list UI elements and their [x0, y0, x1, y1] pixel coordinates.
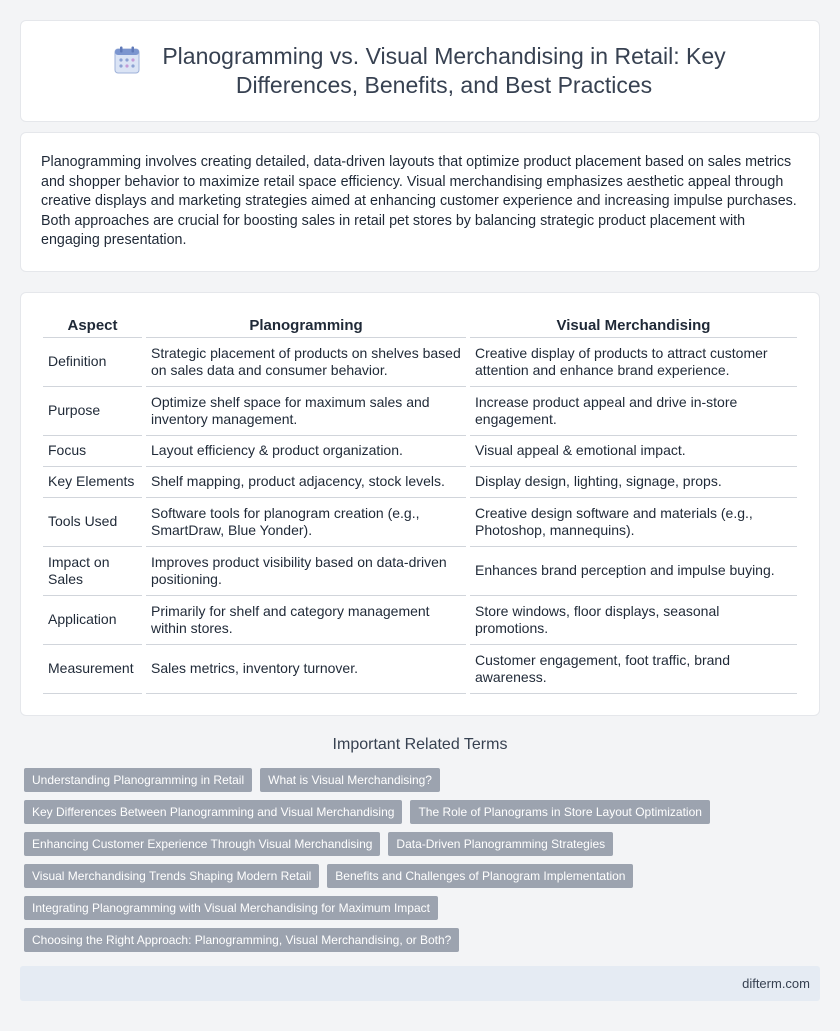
- related-term-link[interactable]: Benefits and Challenges of Planogram Implementation: [327, 864, 633, 888]
- page-title-line-2: Differences, Benefits, and Best Practices: [235, 72, 653, 98]
- tag-row: [24, 896, 814, 920]
- table-row: [43, 498, 797, 547]
- related-term-link[interactable]: The Role of Planograms in Store Layout Optimization: [410, 800, 709, 824]
- title-card: [20, 20, 820, 122]
- related-term-link[interactable]: What is Visual Merchandising?: [260, 768, 440, 792]
- cell-planogramming: Sales metrics, inventory turnover.: [146, 645, 466, 694]
- cell-aspect: Purpose: [43, 387, 142, 436]
- related-term-link[interactable]: Choosing the Right Approach: Planogramming, Visual Merchandising, or Both?: [24, 928, 459, 952]
- header-planogramming: Planogramming: [146, 315, 466, 338]
- cell-planogramming: Layout efficiency & product organization.: [146, 436, 466, 467]
- related-term-link[interactable]: Key Differences Between Planogramming and Visual Merchandising: [24, 800, 402, 824]
- cell-visual: Creative display of products to attract customer attention and enhance brand experience.: [470, 338, 797, 387]
- related-terms-title: Important Related Terms: [332, 736, 508, 753]
- page-title: [162, 42, 725, 100]
- footer: [20, 966, 820, 1001]
- cell-visual: Visual appeal & emotional impact.: [470, 436, 797, 467]
- cell-aspect: Impact on Sales: [43, 547, 142, 596]
- cell-visual: Creative design software and materials (e.g., Photoshop, mannequins).: [470, 498, 797, 547]
- title-wrap: [74, 42, 765, 100]
- cell-visual: Increase product appeal and drive in-store engagement.: [470, 387, 797, 436]
- cell-visual: Display design, lighting, signage, props.: [470, 467, 797, 498]
- table-row: [43, 436, 797, 467]
- tag-row: [24, 864, 814, 888]
- table-row: [43, 387, 797, 436]
- cell-aspect: Application: [43, 596, 142, 645]
- tag-row: [24, 768, 814, 792]
- table-row: [43, 596, 797, 645]
- cell-planogramming: Strategic placement of products on shelves based on sales data and consumer behavior.: [146, 338, 466, 387]
- cell-planogramming: Improves product visibility based on data-driven positioning.: [146, 547, 466, 596]
- header-aspect: Aspect: [43, 315, 142, 338]
- cell-visual: Enhances brand perception and impulse buying.: [470, 547, 797, 596]
- tag-row: [24, 800, 814, 824]
- cell-planogramming: Shelf mapping, product adjacency, stock levels.: [146, 467, 466, 498]
- cell-aspect: Definition: [43, 338, 142, 387]
- calendar-icon: [114, 46, 140, 74]
- cell-planogramming: Primarily for shelf and category management within stores.: [146, 596, 466, 645]
- cell-aspect: Focus: [43, 436, 142, 467]
- header-visual-merchandising: Visual Merchandising: [470, 315, 797, 338]
- table-row: [43, 467, 797, 498]
- cell-aspect: Measurement: [43, 645, 142, 694]
- related-term-link[interactable]: Data-Driven Planogramming Strategies: [388, 832, 613, 856]
- cell-visual: Customer engagement, foot traffic, brand awareness.: [470, 645, 797, 694]
- comparison-table: [39, 315, 801, 694]
- page-title-line-1: Planogramming vs. Visual Merchandising in Retail: Key: [162, 43, 726, 69]
- cell-aspect: Tools Used: [43, 498, 142, 547]
- cell-planogramming: Software tools for planogram creation (e.g., SmartDraw, Blue Yonder).: [146, 498, 466, 547]
- table-row: [43, 645, 797, 694]
- related-term-link[interactable]: Visual Merchandising Trends Shaping Modern Retail: [24, 864, 319, 888]
- comparison-table-card: [20, 292, 820, 716]
- cell-visual: Store windows, floor displays, seasonal promotions.: [470, 596, 797, 645]
- cell-aspect: Key Elements: [43, 467, 142, 498]
- table-row: [43, 547, 797, 596]
- tag-row: [24, 832, 814, 856]
- footer-site-link[interactable]: difterm.com: [742, 976, 810, 991]
- related-term-link[interactable]: Understanding Planogramming in Retail: [24, 768, 252, 792]
- table-header-row: [43, 315, 797, 338]
- table-row: [43, 338, 797, 387]
- related-terms-list: [24, 768, 814, 960]
- intro-paragraph: Planogramming involves creating detailed, data-driven layouts that optimize product placement based on sales metrics and shopper behavior to maximize retail space efficiency. Visual merchandising emphasizes aesthetic appeal through creative displays and marketing strategies aimed at enhancing customer experience and increasing impulse purchases. Both approaches are crucial for boosting sales in retail pet stores by balancing strategic product placement with engaging presentation.: [41, 154, 797, 249]
- related-term-link[interactable]: Integrating Planogramming with Visual Merchandising for Maximum Impact: [24, 896, 438, 920]
- cell-planogramming: Optimize shelf space for maximum sales and inventory management.: [146, 387, 466, 436]
- intro-card: [20, 132, 820, 272]
- tag-row: [24, 928, 814, 952]
- related-term-link[interactable]: Enhancing Customer Experience Through Visual Merchandising: [24, 832, 380, 856]
